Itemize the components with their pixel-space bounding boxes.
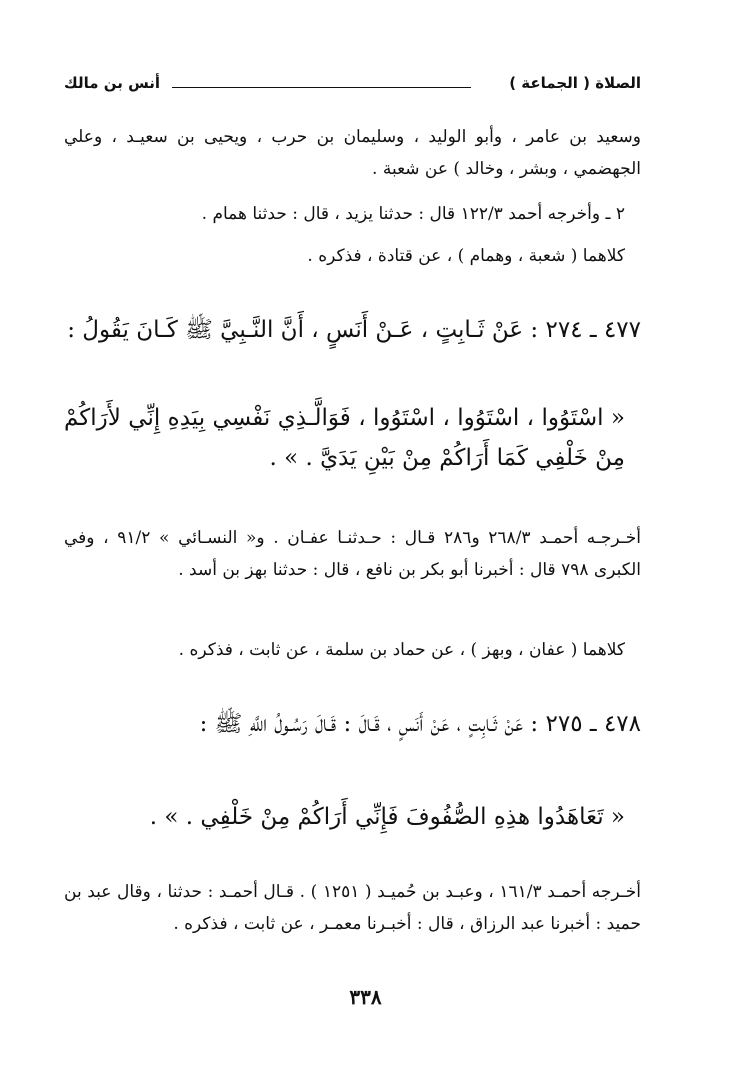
hadith-478-takhrij: أخـرجه أحمـد ١٦١/٣ ، وعبـد بن حُميـد ( ١٢٥١ ) . قـال أحمـد : حدثنا ، وقال عبد بن حميد : أخبرنا عبد الرزاق ، قال : أخبـرنا معمـر ، عن ثابت ، فذكره . [64, 882, 641, 934]
header-chapter-title: الصلاة ( الجماعة ) [509, 74, 641, 92]
running-header [64, 74, 641, 100]
hadith-478-intro: ٤٧٨ ـ ٢٧٥ : عَنْ ثَـابِتٍ ، عَنْ أَنَسٍ ، قَـالَ : قَـالَ رَسُـولُ اللَّهِ ﷺ : [199, 711, 641, 737]
hadith-477-intro: ٤٧٧ ـ ٢٧٤ : عَنْ ثَـابِتٍ ، عَـنْ أَنَسٍ ، أَنَّ النَّـبِيَّ ﷺ كَـانَ يَقُولُ : [67, 317, 641, 343]
hadith-477-takhrij-summary: كلاهما ( عفان ، وبهز ) ، عن حماد بن سلمة ، عن ثابت ، فذكره . [178, 640, 625, 660]
header-rule [172, 87, 471, 88]
hadith-478-text: « تَعَاهَدُوا هذِهِ الصُّفُوفَ فَإِنِّي أَرَاكُمْ مِنْ خَلْفِي . » . [149, 804, 625, 830]
note-paragraph-3: كلاهما ( شعبة ، وهمام ) ، عن قتادة ، فذكره . [307, 246, 625, 266]
note-paragraph-1: وسعيد بن عامر ، وأبو الوليد ، وسليمان بن حرب ، ويحيى بن سعيـد ، وعلي الجهضمي ، وبشر ، وخالد ) عن شعبة . [64, 127, 641, 179]
hadith-477-takhrij: أخـرجـه أحمـد ٢٦٨/٣ و٢٨٦ قـال : حـدثنـا عفـان . و« النسـائي » ٩١/٢ ، وفي الكبرى ٧٩٨ قال : أخبرنا أبو بكر بن نافع ، قال : حدثنا بهز بن أسد . [64, 528, 642, 580]
hadith-477-text: « اسْتَوُوا ، اسْتَوُوا ، اسْتَوُوا ، فَوَالَّـذِي نَفْسِي بِيَدِهِ إِنِّي لأَرَاكُمْ مِنْ خَلْفِي كَمَا أَرَاكُمْ مِنْ بَيْنِ يَدَيَّ . » . [64, 405, 625, 471]
note-paragraph-2: ٢ ـ وأخرجه أحمد ١٢٢/٣ قال : حدثنا يزيد ، قال : حدثنا همام . [201, 204, 625, 224]
page-number: ٣٣٨ [349, 985, 382, 1009]
header-section-title: أنس بن مالك [64, 74, 161, 92]
